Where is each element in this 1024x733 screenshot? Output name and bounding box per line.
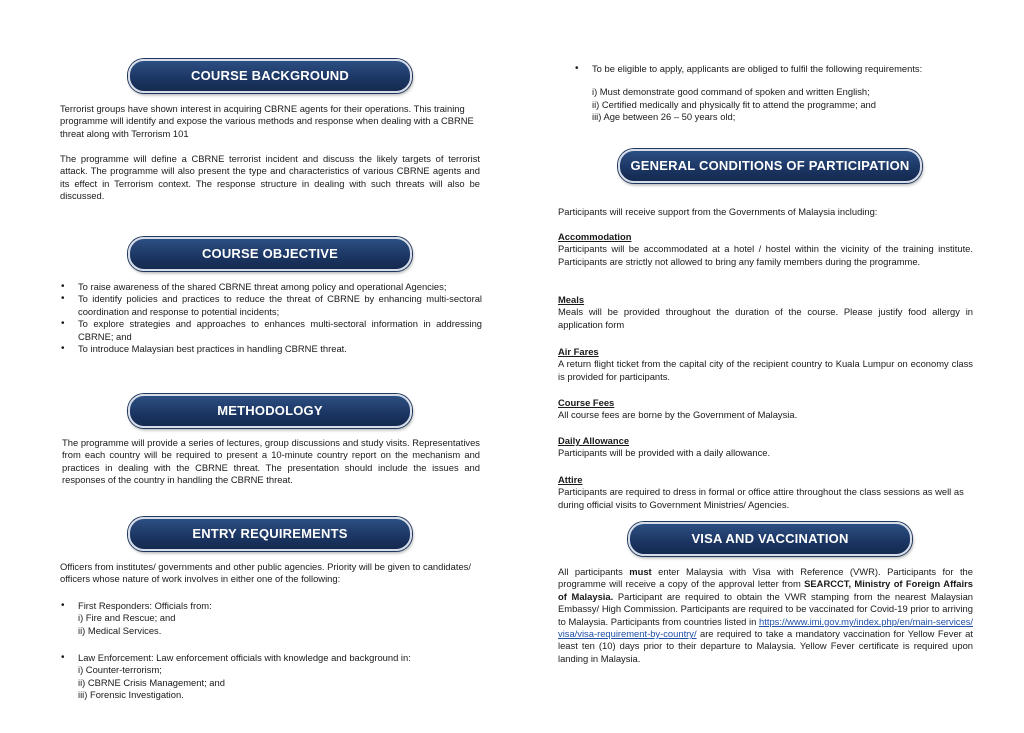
visa-text: Participant are required to obtain the VWR stamping from the nearest Malaysian Embassy/ High Commission. Participants are required to be vaccinated for Covid-19 prior to arriving to Malaysia. Participants from countries listed in [558, 590, 974, 627]
accommodation-text: Participants will be accommodated at a hotel / hostel within the vicinity of the training institute. Participants are strictly not allowed to bring any family members during the programme. [558, 243, 973, 267]
eligibility-label: To be eligible to apply, applicants are obliged to fulfil the following requirements: [592, 63, 923, 74]
eligibility-sub: ii) Certified medically and physically fit to attend the programme; and [592, 98, 876, 110]
law-enforcement-sub: ii) CBRNE Crisis Management; and [78, 676, 225, 688]
daily-allowance-title: Daily Allowance [558, 435, 630, 446]
objective-list [60, 281, 482, 355]
attire-title: Attire [558, 474, 583, 485]
background-paragraph-1: Terrorist groups have shown interest in acquiring CBRNE agents for their operations. This training programme will identify and expose the various methods and response when dealing with a CBRNE threat along with Terrorism 101 [60, 103, 474, 139]
daily-allowance-text: Participants will be provided with a daily allowance. [558, 447, 771, 459]
visa-text: are required to take a mandatory vaccination for Yellow Fever at least ten (10) days prior to their departure to Malaysia. Yellow Fever certificate is required upon landing in Malaysia. [558, 628, 973, 664]
visa-vaccination-heading: VISA AND VACCINATION [628, 522, 912, 556]
list-item: • To introduce Malaysian best practices in handling CBRNE threat. [60, 343, 482, 355]
air-fares-title: Air Fares [558, 346, 599, 357]
entry-requirements-heading: ENTRY REQUIREMENTS [128, 517, 412, 551]
course-fees-text: All course fees are borne by the Government of Malaysia. [558, 409, 798, 421]
first-responders-label: First Responders: Officials from: [78, 600, 212, 611]
attire-text: Participants are required to dress in formal or office attire throughout the class sessions as well as during official visits to Government Ministries/ Agencies. [558, 486, 964, 510]
meals-title: Meals [558, 294, 585, 305]
visa-must: must [629, 566, 652, 577]
entry-intro: Officers from institutes/ governments and other public agencies. Priority will be given to candidates/ officers whose nature of work involves in either one of the following: [60, 561, 471, 585]
visa-text: All participants [558, 566, 630, 577]
meals-section [558, 294, 973, 331]
visa-requirement-link[interactable]: https://www.imi.gov.my/index.php/en/main-services/visa/visa-requirement-by-country/ [558, 615, 973, 640]
course-fees-section [558, 397, 973, 422]
list-item [60, 600, 480, 637]
daily-allowance-section [558, 435, 973, 460]
general-intro: Participants will receive support from the Governments of Malaysia including: [558, 206, 878, 217]
eligibility-sub: iii) Age between 26 – 50 years old; [592, 111, 736, 123]
entry-law-enforcement [60, 652, 480, 702]
air-fares-section [558, 346, 973, 383]
list-item [60, 652, 480, 702]
list-item: • To explore strategies and approaches to enhances multi-sectoral information in addressing CBRNE; and [60, 318, 482, 343]
methodology-heading: METHODOLOGY [128, 394, 412, 428]
methodology-paragraph: The programme will provide a series of lectures, group discussions and study visits. Representatives from each country will be required to present a 10-minute country report on the mechanism and practices in dealing with the CBRNE threat. The presentation should include the issues and responses of the country in handling the CBRNE threat. [62, 437, 480, 486]
course-fees-title: Course Fees [558, 397, 615, 408]
law-enforcement-sub: iii) Forensic Investigation. [78, 689, 184, 701]
eligibility-sub: i) Must demonstrate good command of spoken and written English; [592, 86, 870, 98]
law-enforcement-label: Law Enforcement: Law enforcement officials with knowledge and background in: [78, 652, 411, 663]
general-conditions-heading: GENERAL CONDITIONS OF PARTICIPATION [618, 149, 922, 183]
list-item [574, 63, 979, 124]
visa-text: enter Malaysia with Visa with Reference (VWR). Participants for the programme will receive a copy of the approval letter from [558, 566, 973, 590]
list-item: • To identify policies and practices to reduce the threat of CBRNE by enhancing multi-sectoral coordination and response to potential incidents; [60, 293, 482, 318]
law-enforcement-sub: i) Counter-terrorism; [78, 664, 162, 676]
visa-paragraph [558, 566, 973, 665]
meals-text: Meals will be provided throughout the duration of the course. Please justify food allergy in application form [558, 306, 973, 330]
background-paragraph-2: The programme will define a CBRNE terrorist incident and discuss the likely targets of terrorist attack. The programme will also present the type and characteristics of various CBRNE agents and its effect in Terrorism context. The response structure in dealing with such threats will also be discussed. [60, 153, 480, 202]
list-item: • To raise awareness of the shared CBRNE threat among policy and operational Agencies; [60, 281, 482, 293]
accommodation-title: Accommodation [558, 231, 632, 242]
entry-first-responders [60, 600, 480, 637]
air-fares-text: A return flight ticket from the capital city of the recipient country to Kuala Lumpur on economy class is provided for participants. [558, 358, 973, 382]
eligibility-list [574, 63, 979, 124]
course-background-heading: COURSE BACKGROUND [128, 59, 412, 93]
first-responders-sub: ii) Medical Services. [78, 624, 162, 636]
course-objective-heading: COURSE OBJECTIVE [128, 237, 412, 271]
visa-organization: SEARCCT, Ministry of Foreign Affairs of Malaysia. [558, 578, 973, 602]
first-responders-sub: i) Fire and Rescue; and [78, 612, 176, 624]
attire-section [558, 474, 973, 511]
accommodation-section [558, 231, 973, 268]
